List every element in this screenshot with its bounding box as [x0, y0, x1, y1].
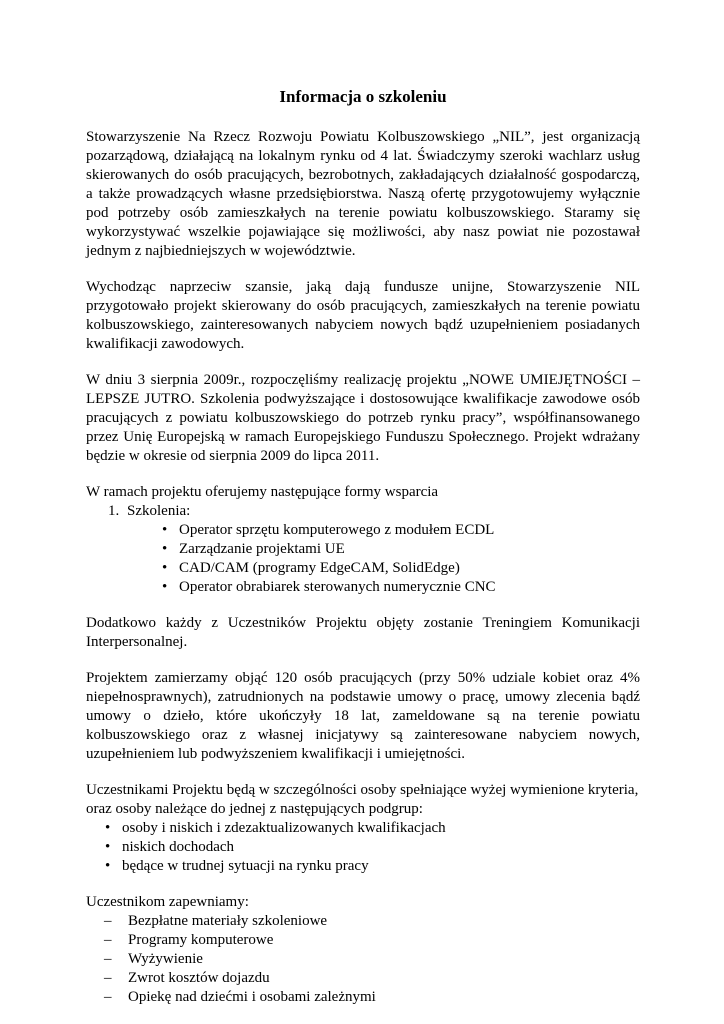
subgroup-item: • osoby i niskich i zdezaktualizowanych kwalifikacjach: [122, 819, 640, 838]
provided-item: – Programy komputerowe: [128, 931, 640, 950]
subgroups-list: [86, 819, 640, 876]
training-item: • Zarządzanie projektami UE: [179, 540, 640, 559]
participants-intro: Uczestnikami Projektu będą w szczególności osoby spełniające wyżej wymienione kryteria, oraz osoby należące do jednej z następujących podgrup:: [86, 782, 639, 817]
subgroup-item: • będące w trudnej sytuacji na rynku pracy: [122, 857, 640, 876]
provided-item: – Bezpłatne materiały szkoleniowe: [128, 912, 640, 931]
project-paragraph: W dniu 3 sierpnia 2009r., rozpoczęliśmy realizację projektu „NOWE UMIEJĘTNOŚCI – LEPSZE JUTRO. Szkolenia podwyższające i dostosowujące kwalifikacje zawodowe osób pracujących z powiatu kolbuszowskiego do potrzeb rynku pracy”, współfinansowanego przez Unię Europejską w ramach Europejskiego Funduszu Społecznego. Projekt wdrażany będzie w okresie od sierpnia 2009 do lipca 2011.: [86, 372, 640, 464]
eu-funds-paragraph: Wychodząc naprzeciw szansie, jaką dają fundusze unijne, Stowarzyszenie NIL przygotowało projekt skierowany do osób pracujących, zamieszkałych na terenie powiatu kolbuszowskiego, zainteresowanych nabyciem nowych bądź uzupełnieniem posiadanych kwalifikacji zawodowych.: [86, 279, 640, 352]
provided-item: – Zwrot kosztów dojazdu: [128, 969, 640, 988]
training-item: • Operator obrabiarek sterowanych numerycznie CNC: [179, 578, 640, 597]
trainings-label: Szkolenia:: [127, 503, 191, 519]
provided-list: [86, 912, 640, 1007]
support-forms-list: [86, 502, 640, 597]
intro-paragraph: Stowarzyszenie Na Rzecz Rozwoju Powiatu Kolbuszowskiego „NIL”, jest organizacją pozarządową, działającą na lokalnym rynku od 4 lat. Świadczymy szeroki wachlarz usług skierowanych do osób pracujących, bezrobotnych, zakładających działalność gospodarczą, a także prowadzących własne przedsiębiorstwa. Naszą ofertę przygotowujemy wyłącznie pod potrzeby osób zamieszkałych na terenie powiatu kolbuszowskiego. Staramy się wykorzystywać wszelkie pojawiające się możliwości, aby nasz powiat nie pozostawał jednym z najbiedniejszych w województwie.: [86, 129, 640, 259]
trainings-list: [127, 521, 640, 597]
subgroup-item: • niskich dochodach: [122, 838, 640, 857]
provided-item: – Opiekę nad dziećmi i osobami zależnymi: [128, 988, 640, 1007]
training-item: • CAD/CAM (programy EdgeCAM, SolidEdge): [179, 559, 640, 578]
training-item: • Operator sprzętu komputerowego z modułem ECDL: [179, 521, 640, 540]
provided-intro: Uczestnikom zapewniamy:: [86, 894, 249, 910]
document-title: Informacja o szkoleniu: [279, 87, 447, 106]
support-form-item: [123, 502, 640, 597]
training-extra-paragraph: Dodatkowo każdy z Uczestników Projektu objęty zostanie Treningiem Komunikacji Interpersonalnej.: [86, 615, 640, 650]
support-forms-intro: W ramach projektu oferujemy następujące formy wsparcia: [86, 484, 439, 500]
provided-item: – Wyżywienie: [128, 950, 640, 969]
participants-count-paragraph: Projektem zamierzamy objąć 120 osób pracujących (przy 50% udziale kobiet oraz 4% niepełnosprawnych), zatrudnionych na podstawie umowy o pracę, umowy zlecenia bądź umowy o dzieło, które ukończyły 18 lat, zameldowane są na terenie powiatu kolbuszowskiego oraz z własnej inicjatywy są zainteresowane nabyciem nowych, uzupełnieniem lub podwyższeniem kwalifikacji i umiejętności.: [86, 670, 640, 762]
